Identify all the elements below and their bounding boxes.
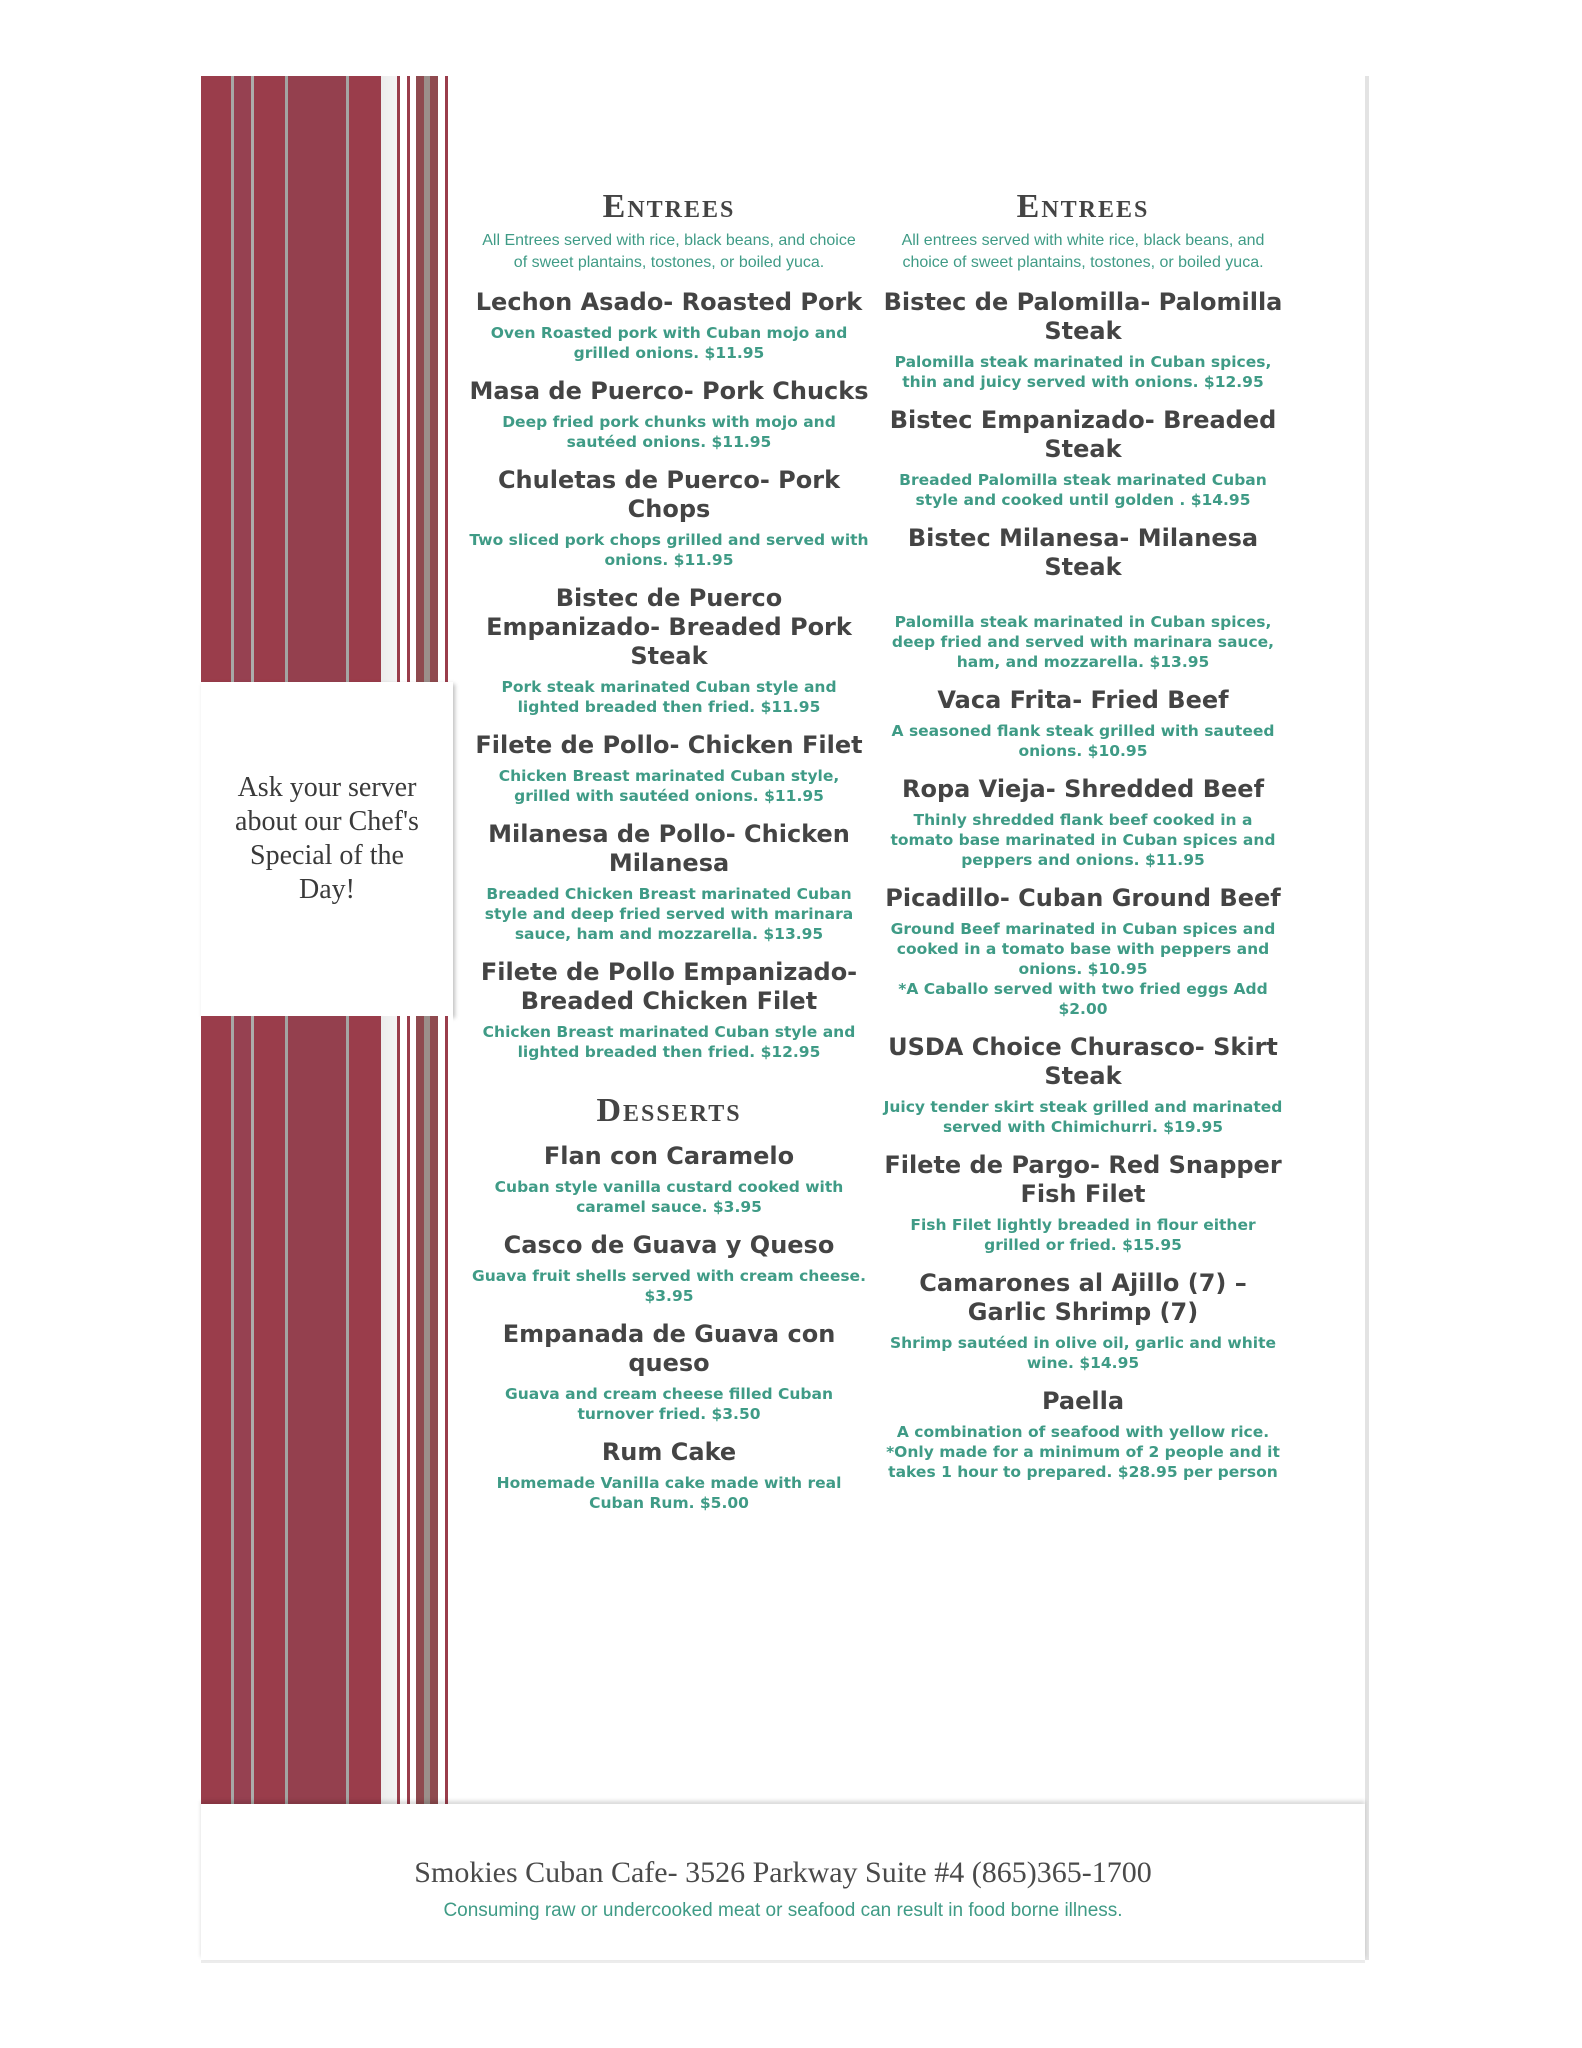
menu-column-left bbox=[469, 188, 869, 1527]
footer-address: Smokies Cuban Cafe- 3526 Parkway Suite #4 (865)365-1700 bbox=[414, 1856, 1152, 1889]
menu-item-name: Filete de Pollo- Chicken Filet bbox=[475, 731, 863, 759]
footer-warning: Consuming raw or undercooked meat or seafood can result in food borne illness. bbox=[443, 1900, 1123, 1921]
menu-item-name: Bistec de Palomilla- Palomilla Steak bbox=[883, 288, 1283, 345]
menu-item-desc: Shrimp sautéed in olive oil, garlic and white wine. $14.95 bbox=[889, 1334, 1277, 1372]
menu-item-name: USDA Choice Churasco- Skirt Steak bbox=[888, 1033, 1278, 1090]
menu-item-name: Milanesa de Pollo- Chicken Milanesa bbox=[488, 820, 850, 877]
menu-item-desc: Deep fried pork chunks with mojo and sautéed onions. $11.95 bbox=[502, 413, 836, 451]
menu-item-desc: Oven Roasted pork with Cuban mojo and grilled onions. $11.95 bbox=[490, 324, 848, 362]
section-title-entrees: Entrees bbox=[602, 188, 736, 225]
dessert-item-name: Rum Cake bbox=[601, 1438, 737, 1466]
section-title-entrees: Entrees bbox=[1016, 188, 1150, 225]
section-note: All Entrees served with rice, black beans, and choice of sweet plantains, tostones, or boiled yuca. bbox=[482, 232, 856, 271]
menu-item-desc: A seasoned flank steak grilled with sauteed onions. $10.95 bbox=[891, 722, 1275, 760]
dessert-item-desc: Homemade Vanilla cake made with real Cuban Rum. $5.00 bbox=[496, 1474, 842, 1512]
menu-item-desc: Ground Beef marinated in Cuban spices and cooked in a tomato base with peppers and onions. $10.95 bbox=[890, 920, 1276, 978]
menu-item-desc: A combination of seafood with yellow rice. *Only made for a minimum of 2 people and it takes 1 hour to prepared. $28.95 per person bbox=[886, 1423, 1280, 1481]
menu-page bbox=[201, 76, 1365, 1960]
dessert-item-name: Empanada de Guava con queso bbox=[502, 1320, 836, 1377]
footer bbox=[201, 1804, 1365, 1960]
stripe-decoration-bottom bbox=[201, 1016, 453, 1804]
menu-item-name: Bistec de Puerco Empanizado- Breaded Pork Steak bbox=[486, 584, 852, 670]
dessert-item-name: Casco de Guava y Queso bbox=[503, 1231, 835, 1259]
menu-item-name: Filete de Pargo- Red Snapper Fish Filet bbox=[884, 1151, 1282, 1208]
menu-item-desc: Chicken Breast marinated Cuban style, grilled with sautéed onions. $11.95 bbox=[498, 767, 840, 805]
menu-column-right bbox=[881, 188, 1285, 1496]
section-note: All entrees served with white rice, black beans, and choice of sweet plantains, tostones, or boiled yuca. bbox=[901, 232, 1265, 271]
menu-item-name: Paella bbox=[1041, 1387, 1125, 1415]
menu-item-desc: Pork steak marinated Cuban style and lighted breaded then fried. $11.95 bbox=[501, 678, 837, 716]
menu-item-desc: Chicken Breast marinated Cuban style and lighted breaded then fried. $12.95 bbox=[482, 1023, 856, 1061]
section-title-desserts: Desserts bbox=[596, 1092, 742, 1129]
menu-item-name: Ropa Vieja- Shredded Beef bbox=[901, 775, 1265, 803]
menu-item-name: Camarones al Ajillo (7) – Garlic Shrimp (7) bbox=[919, 1269, 1247, 1326]
chef-special-box bbox=[201, 682, 453, 1016]
menu-item-name: Bistec Milanesa- Milanesa Steak bbox=[907, 524, 1259, 581]
dessert-item-name: Flan con Caramelo bbox=[543, 1142, 795, 1170]
menu-item-desc: Palomilla steak marinated in Cuban spices, deep fried and served with marinara sauce, ham, and mozzarella. $13.95 bbox=[891, 613, 1275, 671]
menu-item-name: Lechon Asado- Roasted Pork bbox=[475, 288, 863, 316]
menu-item-name: Bistec Empanizado- Breaded Steak bbox=[889, 406, 1277, 463]
menu-item-desc: Juicy tender skirt steak grilled and marinated served with Chimichurri. $19.95 bbox=[883, 1098, 1283, 1136]
stripe-decoration-top bbox=[201, 76, 453, 682]
menu-item-desc: Palomilla steak marinated in Cuban spices, thin and juicy served with onions. $12.95 bbox=[894, 353, 1272, 391]
menu-item-addon: *A Caballo served with two fried eggs Add $2.00 bbox=[898, 980, 1268, 1018]
menu-item-name: Chuletas de Puerco- Pork Chops bbox=[497, 466, 841, 523]
dessert-item-desc: Guava and cream cheese filled Cuban turnover fried. $3.50 bbox=[504, 1385, 833, 1423]
menu-item-name: Vaca Frita- Fried Beef bbox=[937, 686, 1229, 714]
dessert-item-desc: Guava fruit shells served with cream cheese. $3.95 bbox=[472, 1267, 866, 1305]
menu-item-desc: Breaded Palomilla steak marinated Cuban style and cooked until golden . $14.95 bbox=[899, 471, 1267, 509]
menu-item-desc: Thinly shredded flank beef cooked in a tomato base marinated in Cuban spices and peppers and onions. $11.95 bbox=[890, 811, 1276, 869]
menu-item-desc: Fish Filet lightly breaded in flour either grilled or fried. $15.95 bbox=[910, 1216, 1256, 1254]
menu-item-name: Filete de Pollo Empanizado- Breaded Chicken Filet bbox=[480, 958, 858, 1015]
menu-item-desc: Breaded Chicken Breast marinated Cuban style and deep fried served with marinara sauce, ham and mozzarella. $13.95 bbox=[484, 885, 854, 943]
menu-item-name: Masa de Puerco- Pork Chucks bbox=[469, 377, 869, 405]
menu-item-desc: Two sliced pork chops grilled and served with onions. $11.95 bbox=[469, 531, 869, 569]
menu-item-name: Picadillo- Cuban Ground Beef bbox=[885, 884, 1281, 912]
chef-special-text: Ask your server about our Chef's Special of the Day! bbox=[235, 772, 419, 905]
dessert-item-desc: Cuban style vanilla custard cooked with caramel sauce. $3.95 bbox=[494, 1178, 844, 1216]
